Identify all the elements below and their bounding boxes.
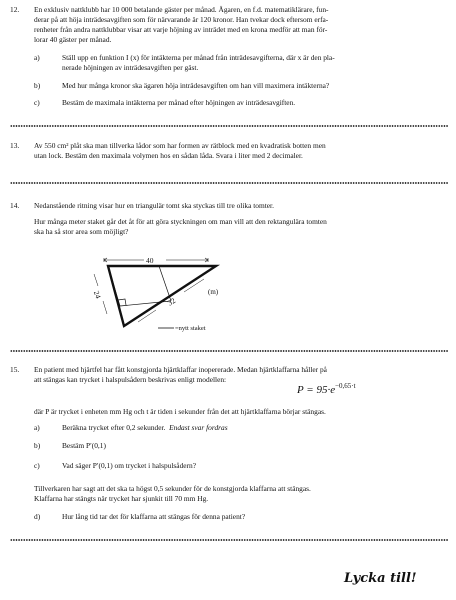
- dim-hyp-label: 32: [165, 295, 178, 308]
- q12-intro-1: En exklusiv nattklubb har 10 000 betalande gäster per månad. Ägaren, en f.d. matematiklärare, fun-: [34, 5, 329, 14]
- triangle-plot-figure: [80, 252, 270, 338]
- q12b-line-1: Med hur många kronor ska ägaren höja inträdesavgiften om han vill maximera intäkterna?: [62, 81, 330, 90]
- q15b-label: b): [34, 441, 41, 450]
- unit-label: (m): [208, 288, 219, 296]
- q12a-line-2: nerade höjningen av inträdesavgiften per gäst.: [62, 63, 199, 72]
- pressure-formula: [297, 382, 356, 396]
- q15d-label: d): [34, 512, 41, 521]
- q13-line-2: utan lock. Bestäm den maximala volymen hos en sådan låda. Svara i liter med 2 decimaler.: [34, 151, 303, 160]
- q15-number: 15.: [10, 365, 20, 374]
- formula-exponent: −0,65·t: [335, 382, 356, 390]
- q15c-text: Vad säger P′(0,1) om trycket i halspulsådern?: [62, 461, 196, 470]
- q15a-note: Endast svar fordras: [169, 423, 228, 432]
- q13-line-1: Av 550 cm² plåt ska man tillverka lådor som har formen av rätblock med en kvadratisk botten men: [34, 141, 326, 150]
- q15-intro-2: att stängas kan trycket i halspulsådern beskrivas enligt modellen:: [34, 375, 227, 384]
- q15-middle-2: Klaffarna har stängts när trycket har sjunkit till 70 mm Hg.: [34, 494, 209, 503]
- q14-line-2: Hur många meter staket går det åt för att göra styckningen om man vill att den rektangulära tomten: [34, 217, 327, 226]
- q14-number: 14.: [10, 201, 20, 210]
- q14-line-1: Nedanstående ritning visar hur en triangulär tomt ska styckas till tre olika tomter.: [34, 201, 274, 210]
- closing-signature: Lycka till!: [344, 571, 417, 586]
- q12-number: 12.: [10, 5, 20, 14]
- q12-intro-2: derar på att höja inträdesavgiften som för närvarande är 120 kronor. Han tvekar dock eftersom erfa-: [34, 15, 329, 24]
- q15c-label: c): [34, 461, 40, 470]
- formula-base: P = 95·e: [297, 384, 336, 396]
- q15d-text: Hur lång tid tar det för klaffarna att stängas för denna patient?: [62, 512, 246, 521]
- q12-intro-4: lorar 40 gäster per månad.: [34, 35, 112, 44]
- q15a-label: a): [34, 423, 40, 432]
- dim-left-label: 24: [91, 289, 103, 300]
- q12-intro-3: renheter från andra nattklubbar visar att varje höjning av inträdet med en krona medför att man för-: [34, 25, 328, 34]
- q15a-text: [62, 423, 228, 433]
- separator: [10, 181, 448, 185]
- legend-text: =nytt staket: [175, 325, 206, 332]
- q14-line-3: ska ha så stor area som möjligt?: [34, 227, 129, 236]
- dim-top-label: 40: [146, 256, 154, 265]
- q13-number: 13.: [10, 141, 20, 150]
- q15-where: där P är trycket i enheten mm Hg och t är tiden i sekunder från det att hjärtklaffarna börjar stängas.: [34, 407, 326, 416]
- separator: [10, 349, 448, 353]
- q15-middle-1: Tillverkaren har sagt att det ska ta högst 0,5 sekunder för de konstgjorda klaffarna att stängas.: [34, 484, 311, 493]
- q15-intro-1: En patient med hjärtfel har fått konstgjorda hjärtklaffar inopererade. Medan hjärtklaffarna håller på: [34, 365, 327, 374]
- separator: [10, 538, 448, 542]
- q12a-label: a): [34, 53, 40, 62]
- q12c-line-1: Bestäm de maximala intäkterna per månad efter höjningen av inträdesavgiften.: [62, 98, 296, 107]
- q12c-label: c): [34, 98, 40, 107]
- q15a-question: Beräkna trycket efter 0,2 sekunder.: [62, 423, 166, 432]
- q12b-label: b): [34, 81, 41, 90]
- separator: [10, 124, 448, 128]
- q12a-line-1: Ställ upp en funktion I (x) för intäkterna per månad från inträdesavgifterna, där x är den pla-: [62, 53, 335, 62]
- q15b-text: Bestäm P′(0,1): [62, 441, 106, 450]
